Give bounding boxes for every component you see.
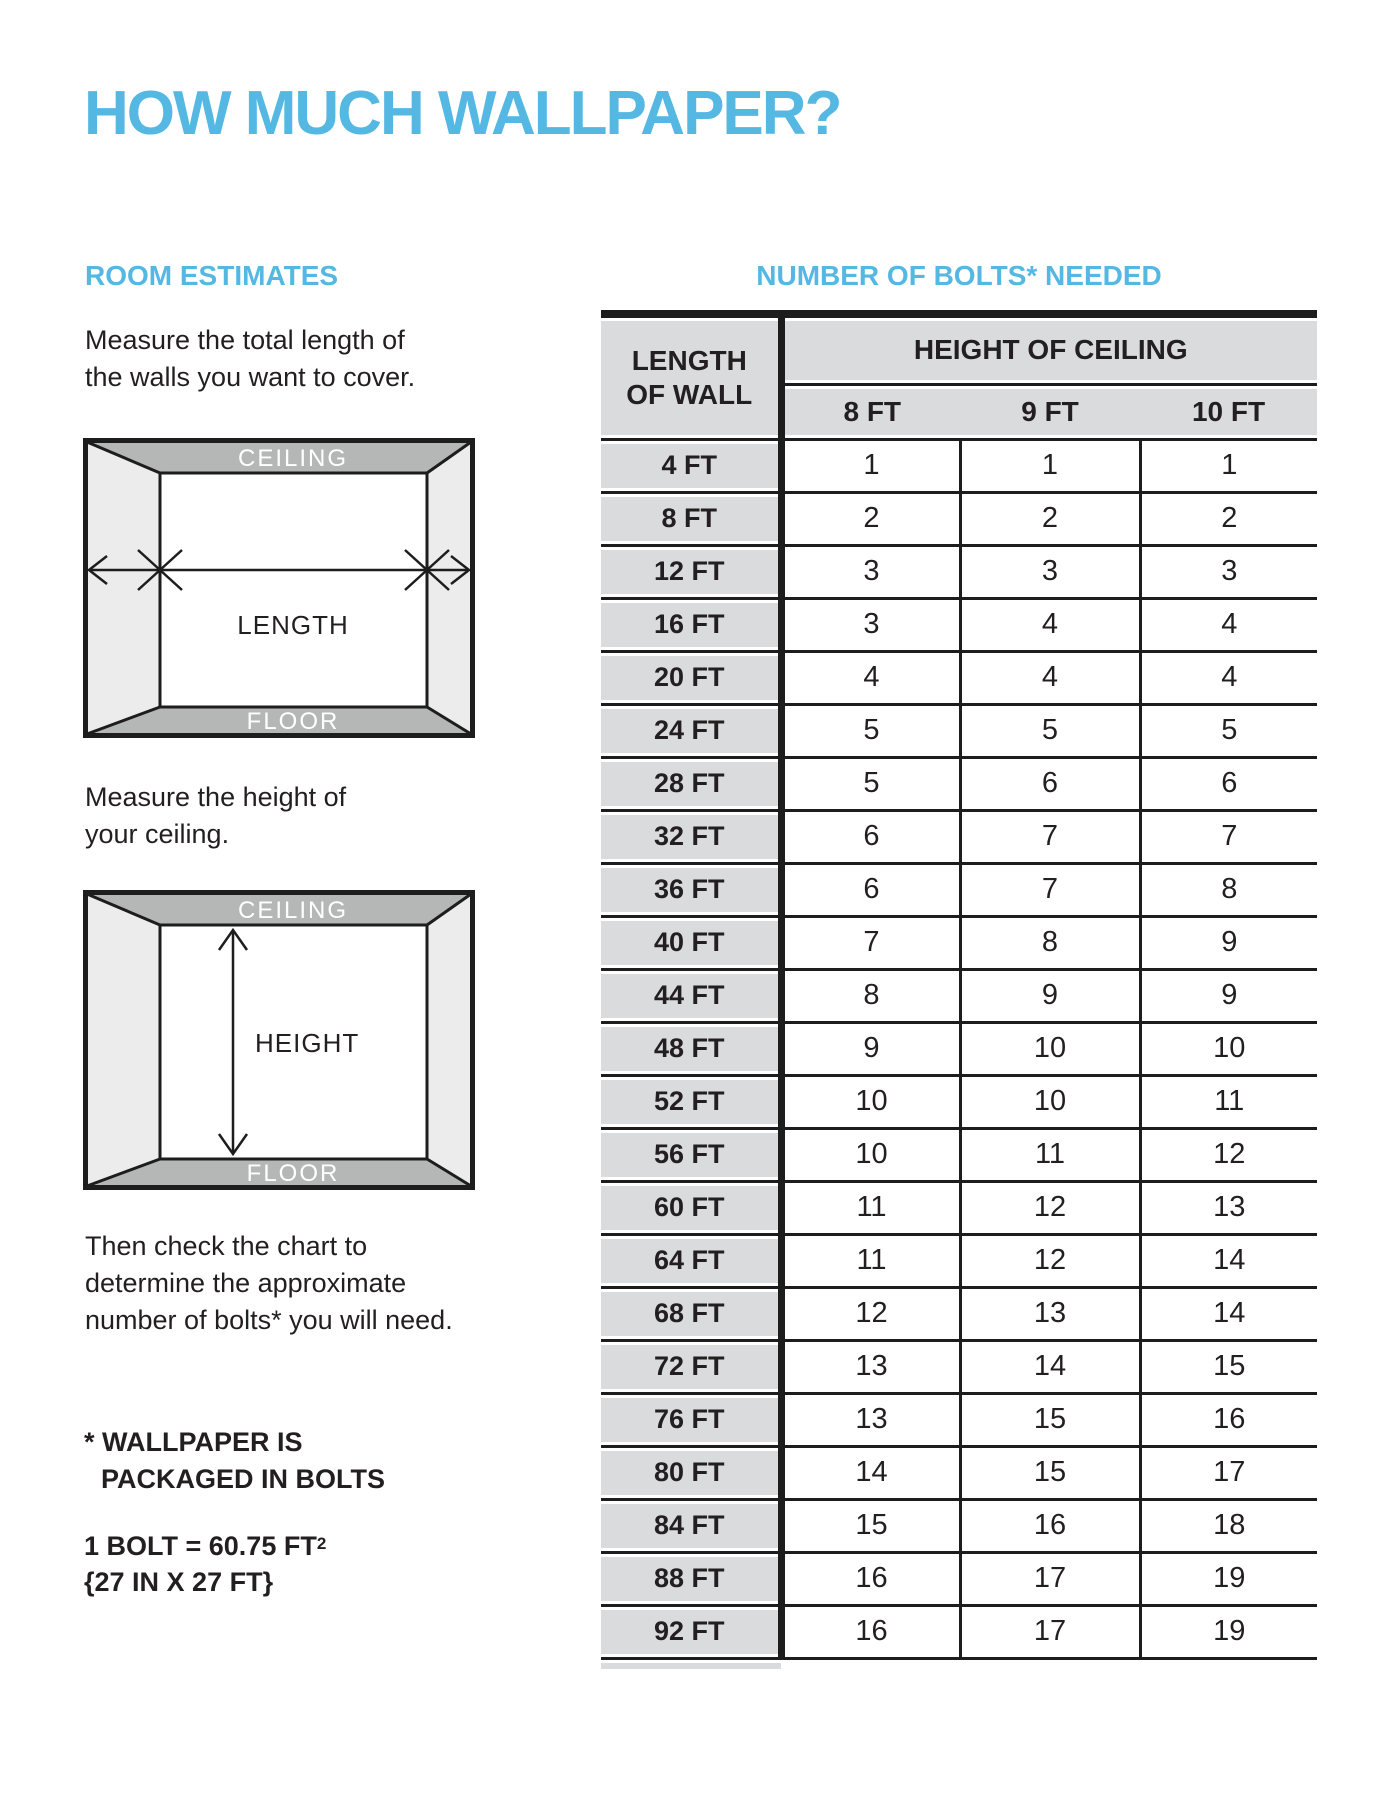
- bolts-8ft-cell: 11: [781, 1181, 960, 1234]
- bolts-10ft-cell: 8: [1140, 863, 1317, 916]
- row-length-label: 40 FT: [601, 916, 781, 969]
- row-length-label: 84 FT: [601, 1499, 781, 1552]
- row-length-label: 20 FT: [601, 651, 781, 704]
- room-height-diagram: [83, 890, 475, 1190]
- height-of-ceiling-header: HEIGHT OF CEILING: [781, 314, 1317, 384]
- table-row: [601, 969, 1317, 1022]
- bolts-9ft-cell: 16: [960, 1499, 1140, 1552]
- bolts-9ft-cell: 9: [960, 969, 1140, 1022]
- bolts-8ft-cell: 5: [781, 757, 960, 810]
- bolts-9ft-cell: 15: [960, 1446, 1140, 1499]
- floor-label: FLOOR: [246, 1160, 340, 1187]
- bolts-8ft-cell: 11: [781, 1234, 960, 1287]
- length-of-wall-line2: OF WALL: [626, 378, 753, 410]
- row-length-label: 48 FT: [601, 1022, 781, 1075]
- bolts-8ft-cell: 13: [781, 1340, 960, 1393]
- bolts-table: [601, 310, 1317, 1669]
- bolts-table-container: [601, 310, 1317, 1669]
- table-row: [601, 916, 1317, 969]
- bolts-9ft-cell: 17: [960, 1552, 1140, 1605]
- table-row: [601, 1393, 1317, 1446]
- row-length-label: 44 FT: [601, 969, 781, 1022]
- instruction-line: number of bolts* you will need.: [85, 1305, 453, 1335]
- bolts-9ft-cell: 11: [960, 1128, 1140, 1181]
- bolts-10ft-cell: 2: [1140, 492, 1317, 545]
- table-row: [601, 1499, 1317, 1552]
- row-length-label: 76 FT: [601, 1393, 781, 1446]
- bolts-9ft-cell: 12: [960, 1234, 1140, 1287]
- row-length-label: 92 FT: [601, 1605, 781, 1658]
- row-length-label: 88 FT: [601, 1552, 781, 1605]
- bolts-9ft-cell: 7: [960, 863, 1140, 916]
- bolts-8ft-cell: 1: [781, 439, 960, 492]
- bolts-8ft-cell: 16: [781, 1552, 960, 1605]
- room-estimates-heading: ROOM ESTIMATES: [85, 260, 339, 291]
- bolts-9ft-cell: 10: [960, 1022, 1140, 1075]
- bolts-8ft-cell: 15: [781, 1499, 960, 1552]
- bolts-8ft-cell: 8: [781, 969, 960, 1022]
- bolts-8ft-cell: 7: [781, 916, 960, 969]
- instruction-line: Measure the total length of: [85, 325, 405, 355]
- bolts-10ft-cell: 7: [1140, 810, 1317, 863]
- bolts-8ft-cell: 6: [781, 863, 960, 916]
- bolts-9ft-cell: 8: [960, 916, 1140, 969]
- ceiling-label: CEILING: [237, 445, 349, 472]
- col-8ft-header: 8 FT: [781, 384, 960, 439]
- bolts-10ft-cell: 14: [1140, 1287, 1317, 1340]
- floor-label: FLOOR: [246, 708, 340, 735]
- row-length-label: 28 FT: [601, 757, 781, 810]
- right-wall-face: [427, 442, 471, 734]
- instruction-line: Then check the chart to: [85, 1231, 368, 1261]
- instruction-check-chart: [85, 1228, 453, 1339]
- table-row: [601, 598, 1317, 651]
- bolts-10ft-cell: 17: [1140, 1446, 1317, 1499]
- bolts-10ft-cell: 11: [1140, 1075, 1317, 1128]
- row-length-label: 60 FT: [601, 1181, 781, 1234]
- length-of-wall-header: [601, 314, 781, 439]
- page-title: HOW MUCH WALLPAPER?: [84, 79, 841, 148]
- bolts-needed-heading: NUMBER OF BOLTS* NEEDED: [756, 260, 1162, 291]
- row-length-label: 56 FT: [601, 1128, 781, 1181]
- instruction-line: your ceiling.: [85, 819, 230, 849]
- ceiling-label: CEILING: [237, 897, 349, 924]
- bolts-table-body: [601, 439, 1317, 1669]
- bolts-10ft-cell: 4: [1140, 598, 1317, 651]
- bolts-9ft-cell: 5: [960, 704, 1140, 757]
- squared-superscript: 2: [316, 1534, 327, 1553]
- bolts-table-header: [601, 314, 1317, 439]
- wallpaper-bolts-footnote: [84, 1424, 385, 1498]
- bolts-10ft-cell: 9: [1140, 969, 1317, 1022]
- bolts-8ft-cell: 9: [781, 1022, 960, 1075]
- table-bottom-stub-row: [601, 1658, 1317, 1669]
- bolts-9ft-cell: 10: [960, 1075, 1140, 1128]
- bolts-9ft-cell: 13: [960, 1287, 1140, 1340]
- bolts-10ft-cell: 12: [1140, 1128, 1317, 1181]
- table-row: [601, 1075, 1317, 1128]
- bolt-equation: 1 BOLT = 60.75 FT: [84, 1531, 317, 1561]
- table-row: [601, 1287, 1317, 1340]
- bolts-8ft-cell: 3: [781, 545, 960, 598]
- instruction-line: determine the approximate: [85, 1268, 407, 1298]
- bolts-10ft-cell: 10: [1140, 1022, 1317, 1075]
- room-length-diagram: [83, 438, 475, 738]
- room-height-diagram-svg: [83, 890, 475, 1190]
- bolts-9ft-cell: 4: [960, 651, 1140, 704]
- bolts-8ft-cell: 5: [781, 704, 960, 757]
- table-row: [601, 1022, 1317, 1075]
- bolts-10ft-cell: 15: [1140, 1340, 1317, 1393]
- col-9ft-header: 9 FT: [960, 384, 1140, 439]
- row-length-label: 12 FT: [601, 545, 781, 598]
- row-length-label: 32 FT: [601, 810, 781, 863]
- bolts-8ft-cell: 6: [781, 810, 960, 863]
- length-of-wall-line1: LENGTH: [631, 344, 747, 376]
- row-length-label: 8 FT: [601, 492, 781, 545]
- row-length-label: 80 FT: [601, 1446, 781, 1499]
- row-length-label: 72 FT: [601, 1340, 781, 1393]
- bolts-10ft-cell: 13: [1140, 1181, 1317, 1234]
- bolts-10ft-cell: 9: [1140, 916, 1317, 969]
- bolts-9ft-cell: 14: [960, 1340, 1140, 1393]
- bolts-8ft-cell: 3: [781, 598, 960, 651]
- table-row: [601, 545, 1317, 598]
- bolts-8ft-cell: 10: [781, 1075, 960, 1128]
- table-row: [601, 704, 1317, 757]
- left-wall-face: [87, 894, 160, 1186]
- bolts-8ft-cell: 16: [781, 1605, 960, 1658]
- bolts-9ft-cell: 3: [960, 545, 1140, 598]
- bolts-10ft-cell: 4: [1140, 651, 1317, 704]
- length-label: LENGTH: [237, 610, 349, 640]
- table-row: [601, 1181, 1317, 1234]
- table-row: [601, 1605, 1317, 1658]
- table-bottom-gap: [781, 1658, 1317, 1669]
- bolts-9ft-cell: 2: [960, 492, 1140, 545]
- table-row: [601, 651, 1317, 704]
- bolts-10ft-cell: 5: [1140, 704, 1317, 757]
- bolt-dimensions: {27 IN X 27 FT}: [84, 1567, 274, 1597]
- bolts-10ft-cell: 19: [1140, 1552, 1317, 1605]
- row-length-label: 64 FT: [601, 1234, 781, 1287]
- bolts-10ft-cell: 18: [1140, 1499, 1317, 1552]
- height-label: HEIGHT: [255, 1028, 360, 1058]
- bolts-9ft-cell: 1: [960, 439, 1140, 492]
- instruction-line: the walls you want to cover.: [85, 362, 416, 392]
- row-length-label: 24 FT: [601, 704, 781, 757]
- row-length-label: 36 FT: [601, 863, 781, 916]
- room-length-diagram-svg: [83, 438, 475, 738]
- bolts-8ft-cell: 12: [781, 1287, 960, 1340]
- bolts-8ft-cell: 14: [781, 1446, 960, 1499]
- bolts-10ft-cell: 3: [1140, 545, 1317, 598]
- table-row: [601, 439, 1317, 492]
- col-10ft-header: 10 FT: [1140, 384, 1317, 439]
- label-column-stub: [601, 1658, 781, 1669]
- footnote-line: PACKAGED IN BOLTS: [101, 1464, 386, 1494]
- bolt-size-spec: [84, 1526, 326, 1600]
- bolts-10ft-cell: 6: [1140, 757, 1317, 810]
- bolts-9ft-cell: 17: [960, 1605, 1140, 1658]
- instruction-measure-height: [85, 779, 346, 853]
- bolts-9ft-cell: 12: [960, 1181, 1140, 1234]
- table-row: [601, 1234, 1317, 1287]
- bolts-9ft-cell: 6: [960, 757, 1140, 810]
- table-row: [601, 757, 1317, 810]
- table-row: [601, 492, 1317, 545]
- row-length-label: 16 FT: [601, 598, 781, 651]
- instruction-line: Measure the height of: [85, 782, 347, 812]
- bolts-10ft-cell: 19: [1140, 1605, 1317, 1658]
- row-length-label: 4 FT: [601, 439, 781, 492]
- bolts-9ft-cell: 15: [960, 1393, 1140, 1446]
- table-row: [601, 810, 1317, 863]
- right-wall-face: [427, 894, 471, 1186]
- bolts-9ft-cell: 7: [960, 810, 1140, 863]
- bolts-10ft-cell: 16: [1140, 1393, 1317, 1446]
- table-row: [601, 1552, 1317, 1605]
- table-row: [601, 863, 1317, 916]
- left-wall-face: [87, 442, 160, 734]
- back-wall: [160, 473, 427, 707]
- bolts-8ft-cell: 10: [781, 1128, 960, 1181]
- row-length-label: 52 FT: [601, 1075, 781, 1128]
- bolts-9ft-cell: 4: [960, 598, 1140, 651]
- bolts-10ft-cell: 14: [1140, 1234, 1317, 1287]
- table-row: [601, 1446, 1317, 1499]
- instruction-measure-length: [85, 322, 415, 396]
- table-row: [601, 1128, 1317, 1181]
- row-length-label: 68 FT: [601, 1287, 781, 1340]
- footnote-line: * WALLPAPER IS: [84, 1427, 303, 1457]
- bolts-8ft-cell: 2: [781, 492, 960, 545]
- table-row: [601, 1340, 1317, 1393]
- bolts-8ft-cell: 13: [781, 1393, 960, 1446]
- bolts-8ft-cell: 4: [781, 651, 960, 704]
- bolts-10ft-cell: 1: [1140, 439, 1317, 492]
